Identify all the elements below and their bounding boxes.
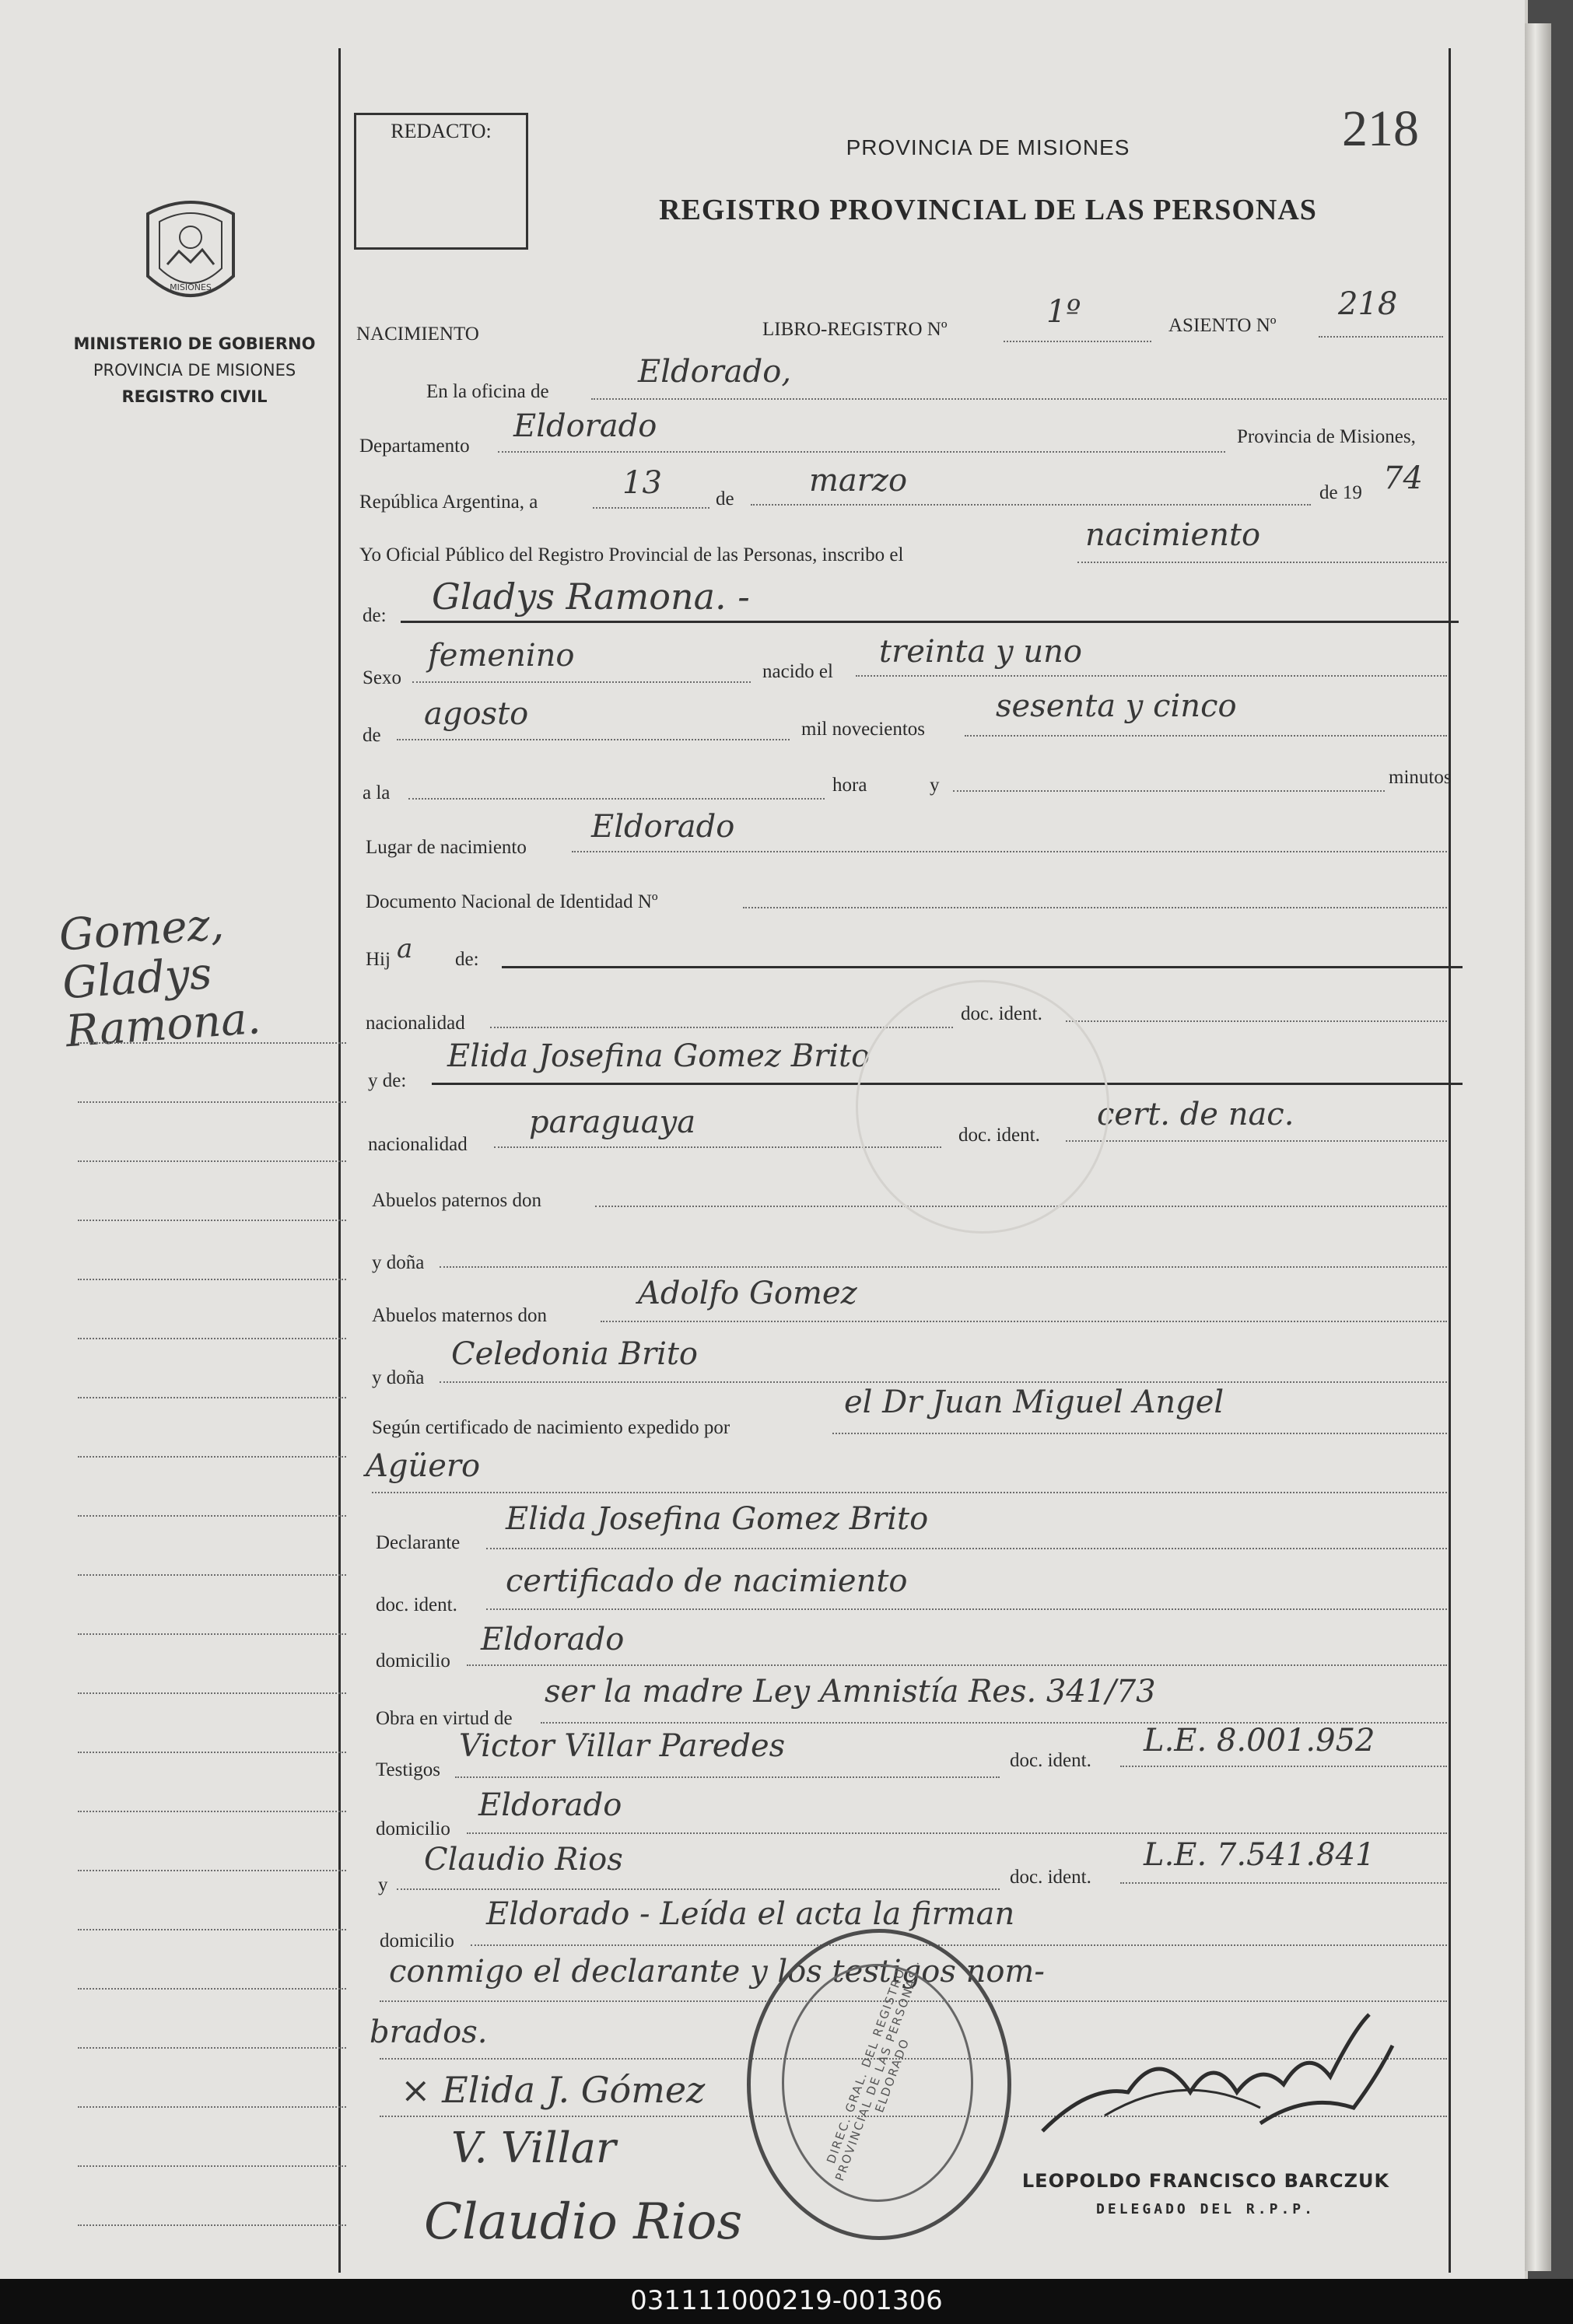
doc-testigo2-value: L.E. 7.541.841 [1144, 1837, 1375, 1873]
testigos-label: Testigos [376, 1759, 440, 1780]
domicilio-testigo2-line [471, 1944, 1447, 1946]
margin-ruled-line [78, 2047, 346, 2049]
inscribo-line [1077, 562, 1447, 563]
margin-ruled-line [78, 1338, 346, 1339]
doc-declarante-line [486, 1608, 1447, 1610]
registry-title: REGISTRO PROVINCIAL DE LAS PERSONAS [659, 194, 1317, 226]
asiento-label: ASIENTO Nº [1168, 315, 1277, 336]
doc-madre-value: cert. de nac. [1097, 1097, 1294, 1132]
domicilio-testigo2-label: domicilio [380, 1930, 454, 1951]
faint-stamp-impression [856, 980, 1109, 1234]
segun-value: el Dr Juan Miguel Angel [844, 1384, 1224, 1420]
oficina-label: En la oficina de [426, 381, 549, 402]
oficina-line [591, 398, 1447, 400]
mes-line [751, 504, 1311, 506]
abuela-materna-label: y doña [372, 1367, 425, 1388]
margin-ruled-line [78, 2224, 346, 2226]
a-la-label: a la [363, 782, 391, 803]
sexo-line [412, 681, 751, 683]
segun-line-2 [372, 1492, 1447, 1493]
obra-label: Obra en virtud de [376, 1708, 513, 1729]
page-number: 218 [1342, 100, 1419, 157]
testigo2-line [397, 1888, 1000, 1890]
margin-ruled-line [78, 1279, 346, 1280]
hora-line [408, 798, 825, 800]
margin-ruled-line [78, 1456, 346, 1458]
doc-declarante-value: certificado de nacimiento [506, 1563, 908, 1599]
margin-ruled-line [78, 1160, 346, 1162]
redacto-box [354, 113, 528, 250]
abuelo-materno-line [601, 1321, 1447, 1322]
margin-ruled-line [78, 1692, 346, 1694]
nacido-line [856, 675, 1447, 677]
stamp-text: DIREC. GRAL. DEL REGISTRO PROVINCIAL DE LAS PERSONAS · ELDORADO [824, 1958, 926, 2183]
province-seal-icon [132, 191, 249, 315]
dia-value: 13 [622, 465, 662, 501]
abuela-materna-line [440, 1381, 1447, 1383]
domicilio-testigo1-value: Eldorado [478, 1787, 622, 1823]
dia-line [593, 507, 709, 509]
departamento-label: Departamento [359, 436, 470, 457]
nacido-mes-value: agosto [424, 696, 529, 732]
margin-ruled-line [78, 1220, 346, 1221]
redacto-label: REDACTO: [391, 120, 492, 142]
departamento-line [498, 451, 1225, 453]
documento-line [743, 907, 1447, 908]
anio-label: de 19 [1319, 482, 1362, 503]
mes-nac-line [397, 739, 790, 740]
margin-ruled-line [78, 2165, 346, 2167]
doc-testigo1-label: doc. ident. [1010, 1750, 1091, 1771]
margin-ruled-line [78, 1101, 346, 1103]
libro-line [1004, 341, 1151, 342]
province-line: PROVINCIA DE MISIONES [93, 361, 296, 380]
testigo2-signature: Claudio Rios [424, 2193, 743, 2251]
margin-ruled-line [78, 1929, 346, 1930]
declarante-line [486, 1548, 1447, 1549]
libro-value: 1º [1046, 294, 1081, 330]
official-title: DELEGADO DEL R.P.P. [1096, 2201, 1316, 2217]
asiento-value: 218 [1338, 286, 1398, 322]
de-label: de [716, 488, 734, 509]
margin-annotation: Gomez, Gladys Ramona. [57, 898, 263, 1058]
doc-testigo1-line [1120, 1766, 1447, 1767]
official-stamp [747, 1929, 1011, 2240]
margin-ruled-line [78, 1988, 346, 1990]
doc-testigo1-value: L.E. 8.001.952 [1144, 1723, 1375, 1759]
asiento-line [1319, 336, 1443, 338]
oficina-value: Eldorado, [638, 354, 792, 390]
continuation-value-2: brados. [370, 2014, 488, 2050]
oficial-text: Yo Oficial Público del Registro Provincial de las Personas, inscribo el [359, 544, 904, 565]
testigo1-line [455, 1776, 1000, 1778]
y-label: y [930, 775, 940, 796]
madre-label: y de: [368, 1070, 407, 1091]
abuelo-materno-value: Adolfo Gomez [638, 1276, 857, 1311]
nacido-dia-value: treinta y uno [879, 634, 1082, 670]
domicilio-testigo1-line [467, 1832, 1447, 1834]
documento-label: Documento Nacional de Identidad Nº [366, 891, 658, 912]
nacido-label: nacido el [762, 661, 833, 682]
ministry-heading [54, 331, 335, 410]
domicilio-declarante-value: Eldorado [481, 1622, 625, 1657]
margin-ruled-line [78, 1042, 346, 1044]
madre-value: Elida Josefina Gomez Brito [447, 1038, 871, 1074]
lugar-label: Lugar de nacimiento [366, 837, 527, 858]
testigo2-label: y [378, 1874, 388, 1895]
margin-ruled-line [78, 1574, 346, 1576]
obra-value: ser la madre Ley Amnistía Res. 341/73 [545, 1674, 1156, 1710]
margin-ruled-line [78, 2106, 346, 2108]
doc-testigo2-line [1120, 1882, 1447, 1884]
hija-letter: a [397, 933, 413, 964]
hora-label: hora [832, 775, 867, 796]
margin-ruled-line [78, 1811, 346, 1812]
nacionalidad-padre-label: nacionalidad [366, 1013, 465, 1034]
margin-ruled-line [78, 1870, 346, 1871]
provincia-label: Provincia de Misiones, [1237, 426, 1416, 447]
nombre-label: de: [363, 605, 387, 626]
segun-line [832, 1433, 1447, 1434]
domicilio-testigo1-label: domicilio [376, 1818, 450, 1839]
padre-line [502, 966, 1463, 968]
nacionalidad-madre-value: paraguaya [529, 1104, 696, 1140]
segun-label: Según certificado de nacimiento expedido por [372, 1417, 730, 1438]
hija-label: Hij [366, 949, 391, 970]
nombre-line [401, 621, 1459, 623]
nacido-anio-value: sesenta y cinco [996, 688, 1237, 724]
official-signature [1027, 1999, 1416, 2154]
testigo1-value: Victor Villar Paredes [459, 1728, 786, 1764]
sexo-label: Sexo [363, 667, 401, 688]
doc-madre-line [1066, 1140, 1447, 1142]
republica-label: República Argentina, a [359, 492, 538, 513]
departamento-value: Eldorado [513, 408, 657, 444]
margin-ruled-line [78, 1752, 346, 1753]
abuelos-maternos-label: Abuelos maternos don [372, 1305, 547, 1326]
official-name: LEOPOLDO FRANCISCO BARCZUK [1021, 2170, 1390, 2192]
doc-declarante-label: doc. ident. [376, 1594, 457, 1615]
segun-value-2: Agüero [366, 1448, 481, 1484]
margin-ruled-line [78, 1515, 346, 1517]
domicilio-testigo2-value: Eldorado - Leída el acta la firman [486, 1896, 1015, 1932]
abuelos-paternos-label: Abuelos paternos don [372, 1190, 542, 1211]
minutos-label: minutos [1389, 767, 1452, 788]
doc-madre-label: doc. ident. [958, 1125, 1040, 1146]
svg-text:MISIONES: MISIONES [170, 282, 212, 292]
mil-label: mil novecientos [801, 719, 925, 740]
hija-de-label: de: [455, 949, 479, 970]
libro-label: LIBRO-REGISTRO Nº [762, 319, 948, 340]
book-edge [1525, 23, 1551, 2271]
sexo-value: femenino [428, 638, 575, 674]
abuela-paterna-line [440, 1266, 1447, 1268]
registry-line: REGISTRO CIVIL [121, 387, 268, 406]
right-margin-rule [1449, 48, 1451, 2273]
declarante-value: Elida Josefina Gomez Brito [506, 1501, 929, 1537]
document-reference: 031111000219-001306 [630, 2285, 943, 2316]
testigo2-value: Claudio Rios [424, 1842, 623, 1878]
nacionalidad-madre-label: nacionalidad [368, 1134, 468, 1155]
anio-value: 74 [1383, 460, 1423, 496]
province-title: PROVINCIA DE MISIONES [846, 135, 1130, 159]
mes-nac-label: de [363, 725, 381, 746]
inscribo-value: nacimiento [1085, 517, 1261, 553]
abuela-materna-value: Celedonia Brito [451, 1336, 699, 1372]
declarante-signature: × Elida J. Gómez [401, 2069, 706, 2111]
margin-ruled-line [78, 1397, 346, 1398]
doc-testigo2-label: doc. ident. [1010, 1867, 1091, 1888]
nombre-value: Gladys Ramona. - [432, 576, 750, 618]
testigo1-signature: V. Villar [451, 2123, 616, 2172]
domicilio-declarante-label: domicilio [376, 1650, 450, 1671]
nacimiento-label: NACIMIENTO [356, 324, 479, 345]
anio-nac-line [965, 735, 1447, 737]
continuation-value: conmigo el declarante y los testigos nom- [389, 1954, 1045, 1990]
mes-value: marzo [809, 463, 908, 499]
doc-padre-line [1066, 1020, 1447, 1022]
ministry-line: MINISTERIO DE GOBIERNO [73, 334, 316, 353]
doc-padre-label: doc. ident. [961, 1003, 1042, 1024]
margin-ruled-line [78, 1633, 346, 1635]
lugar-value: Eldorado [591, 809, 735, 845]
domicilio-declarante-line [467, 1664, 1447, 1666]
declarante-label: Declarante [376, 1532, 461, 1553]
abuela-paterna-label: y doña [372, 1252, 425, 1273]
minutos-line [953, 790, 1385, 792]
lugar-line [572, 851, 1447, 852]
